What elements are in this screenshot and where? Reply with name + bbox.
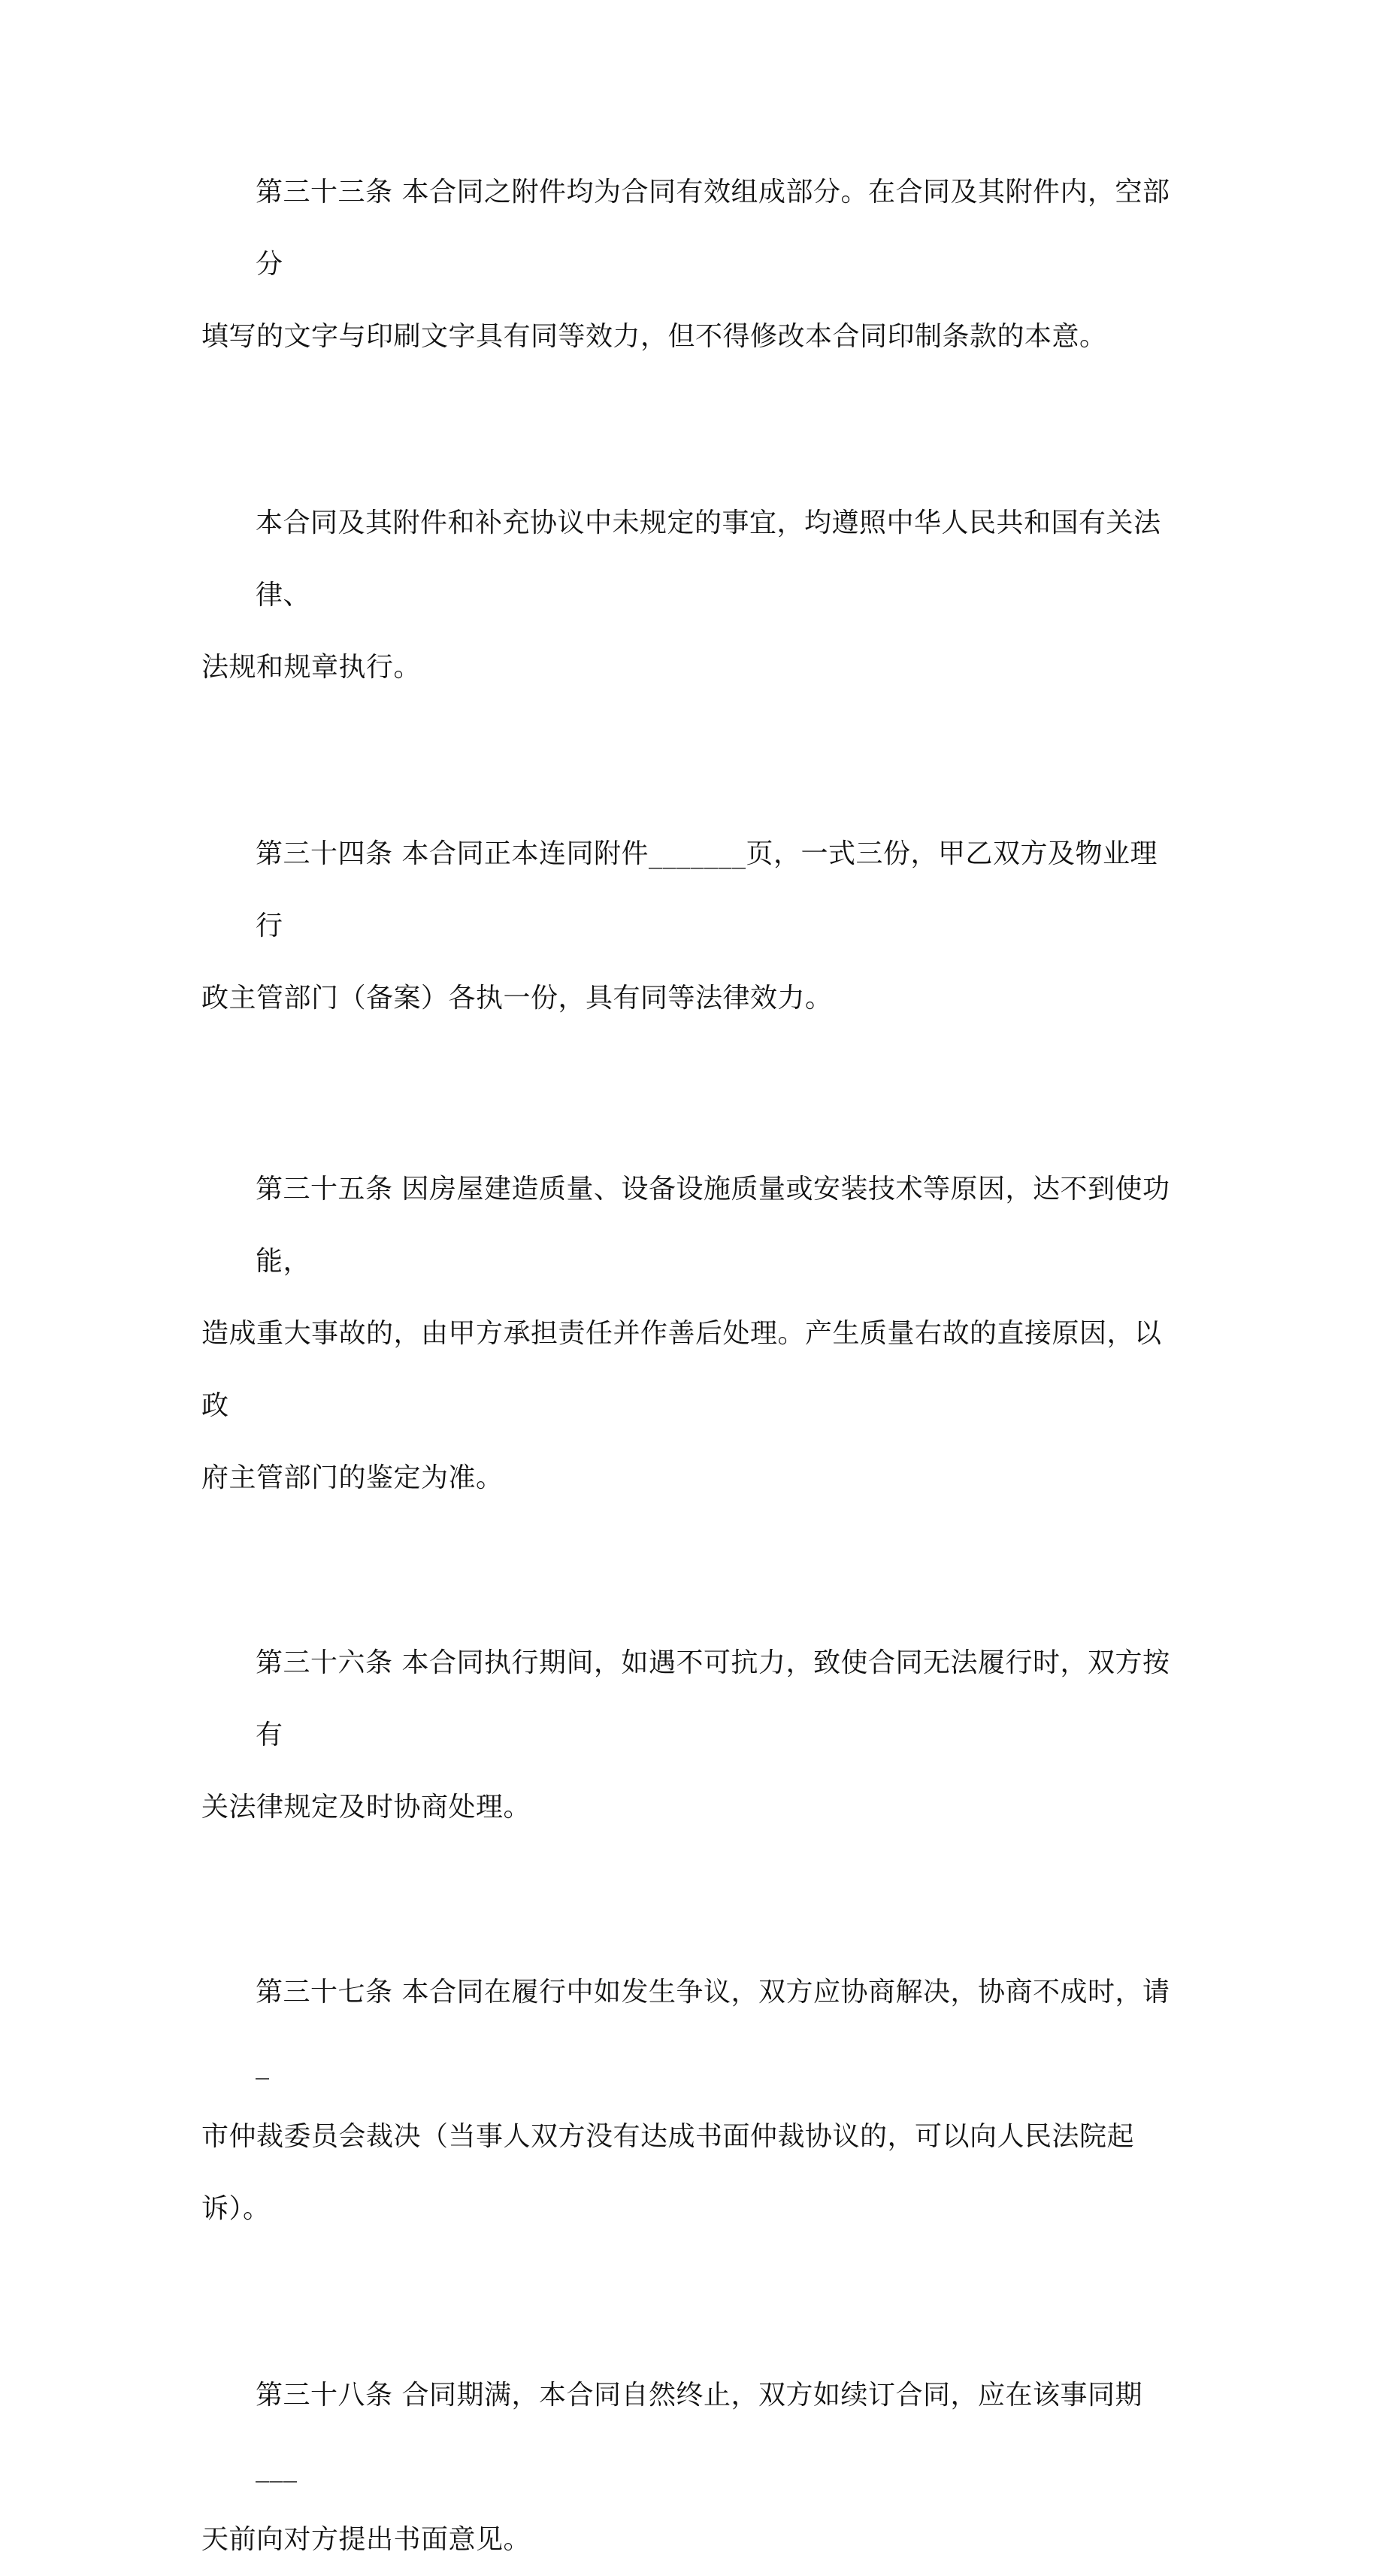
paragraph-line: 关法律规定及时协商处理。 [201,1792,531,1823]
paragraph-line: 市仲裁委员会裁决（当事人双方没有达成书面仲裁协议的，可以向人民法院起诉）。 [201,2121,1135,2224]
paragraph-line: 第三十三条 本合同之附件均为合同有效组成部分。在合同及其附件内，空部分 [256,177,1170,280]
paragraph-line: 本合同及其附件和补充协议中未规定的事宜，均遵照中华人民共和国有关法律、 [256,508,1161,611]
clause-37 [201,1956,1179,2245]
paragraph-line: 第三十四条 本合同正本连同附件_______页，一式三份，甲乙双方及物业理行 [256,838,1158,941]
paragraph-line: 第三十七条 本合同在履行中如发生争议，双方应协商解决，协商不成时，请_ [256,1977,1170,2080]
paragraph-line: 第三十五条 因房屋建造质量、设备设施质量或安装技术等原因，达不到使功能， [256,1174,1170,1277]
clause-33 [201,156,1179,373]
paragraph-line: 第三十六条 本合同执行期间，如遇不可抗力，致使合同无法履行时，双方按有 [256,1647,1170,1750]
paragraph-line: 府主管部门的鉴定为准。 [201,1462,504,1493]
paragraph-line: 第三十八条 合同期满，本合同自然终止，双方如续订合同，应在该事同期___ [256,2380,1142,2483]
supplementary-provision [201,487,1179,704]
paragraph-line: 造成重大事故的，由甲方承担责任并作善后处理。产生质量右故的直接原因，以政 [201,1318,1162,1421]
clause-38 [201,2359,1179,2576]
paragraph-line: 填写的文字与印刷文字具有同等效力，但不得修改本合同印制条款的本意。 [201,321,1107,352]
paragraph-line: 政主管部门（备案）各执一份，具有同等法律效力。 [201,983,833,1014]
clause-36 [201,1627,1179,1844]
clause-35 [201,1153,1179,1514]
paragraph-line: 法规和规章执行。 [201,652,422,683]
clause-34 [201,818,1179,1035]
paragraph-line: 天前向对方提出书面意见。 [201,2524,531,2555]
document-body [201,156,1179,2576]
